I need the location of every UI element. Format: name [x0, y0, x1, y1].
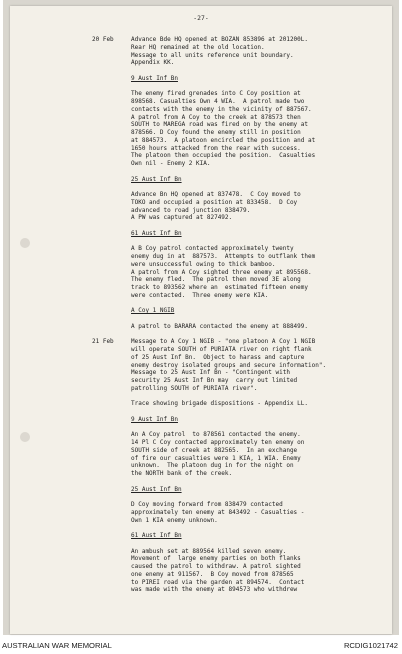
unit-heading: 61 Aust Inf Bn — [131, 229, 182, 237]
text-line: was made with the enemy at 894573 who withdrew — [131, 586, 298, 594]
text-line: Message to 25 Aust Inf Bn - "Contingent with — [131, 369, 290, 377]
unit-heading: 9 Aust Inf Bn — [131, 74, 178, 82]
text-line: one enemy at 911567. B Coy moved from 878565 — [131, 570, 294, 578]
text-line: the NORTH bank of the creek. — [131, 470, 233, 477]
page-number: -27- — [193, 14, 209, 22]
footer-record-id: RCDIG1021742 — [343, 641, 398, 650]
text-line: A patrol from A Coy to the creek at 878573 then — [131, 113, 301, 121]
text-line: Advance Bn HQ opened at 837478. C Coy moved to — [131, 191, 301, 198]
entry-date: 20 Feb — [92, 36, 114, 43]
unit-heading: A Coy 1 NGIB — [131, 307, 175, 315]
text-line: Message to all units reference unit boundary. — [131, 51, 294, 59]
text-line: caused the patrol to withdraw. A patrol sighted — [131, 563, 301, 570]
punch-hole-mark — [20, 432, 30, 442]
text-line: to PIREI road via the garden at 894574. Contact — [131, 578, 305, 586]
text-line: A patrol to BARARA contacted the enemy at 888499. — [131, 322, 309, 330]
text-line: unknown. The platoon dug in for the night on — [131, 462, 294, 470]
text-line: approximately ten enemy at 843492 - Casualties - — [131, 508, 305, 516]
text-line: will operate SOUTH of PURIATA river on right flank — [131, 346, 312, 353]
text-line: security 25 Aust Inf Bn may carry out limited — [131, 377, 298, 384]
unit-heading: 25 Aust Inf Bn — [131, 175, 182, 183]
entry-date: 21 Feb — [92, 338, 114, 346]
text-line: Own nil - Enemy 2 KIA. — [131, 160, 211, 167]
text-line: Movement of large enemy parties on both flanks — [131, 555, 301, 563]
text-line: Appendix KK. — [131, 59, 175, 67]
text-line: Rear HQ remained at the old location. — [131, 43, 265, 51]
text-line: enemy destroy isolated groups and secure information". — [131, 361, 327, 369]
text-line: were unsuccessful owing to thick bamboo. — [131, 260, 276, 268]
text-line: SOUTH side of creek at 882565. In an exchange — [131, 446, 298, 454]
text-line: enemy dug in at 887573. Attempts to outflank them — [131, 253, 316, 260]
text-line: Trace showing brigade dispositions - Appendix LL. — [131, 400, 309, 408]
footer — [0, 640, 402, 654]
text-line: The platoon then occupied the position. Casualties — [131, 152, 316, 160]
text-line: of fire our casualties were 1 KIA, 1 WIA. Enemy — [131, 454, 301, 462]
unit-heading: 61 Aust Inf Bn — [131, 532, 182, 539]
text-line: Message to A Coy 1 NGIB - "one platoon A Coy 1 NGIB — [131, 338, 316, 346]
text-line: track to 893562 where an estimated fifteen enemy — [131, 284, 309, 291]
text-line: 898568. Casualties Own 4 WIA. A patrol made two — [131, 98, 305, 105]
unit-heading: 25 Aust Inf Bn — [131, 485, 182, 493]
text-line: 14 Pl C Coy contacted approximately ten enemy on — [131, 439, 305, 446]
text-line: advanced to road junction 838479. — [131, 206, 251, 214]
text-line: Own 1 KIA enemy unknown. — [131, 516, 218, 524]
text-line: contacts with the enemy in the vicinity of 887567. — [131, 105, 312, 113]
footer-archive-name: AUSTRALIAN WAR MEMORIAL — [2, 641, 112, 650]
text-line: A patrol from A Coy sighted three enemy at 895568. — [131, 268, 312, 276]
text-line: TOKO and occupied a position at 833458. D Coy — [131, 198, 298, 206]
text-line: were contacted. Three enemy were KIA. — [131, 291, 269, 299]
text-line: SOUTH to MAREGA road was fired on by the enemy at — [131, 121, 309, 129]
text-line: A B Coy patrol contacted approximately twenty — [131, 245, 294, 253]
text-line: Advance Bde HQ opened at BOZAN 853896 at 201200L. — [131, 36, 309, 43]
text-line: The enemy fired grenades into C Coy position at — [131, 90, 301, 98]
unit-heading: 9 Aust Inf Bn — [131, 415, 178, 423]
text-line: patrolling SOUTH of PURIATA river". — [131, 384, 258, 392]
text-line: The enemy fled. The patrol then moved 3E along — [131, 276, 301, 284]
text-line: at 884573. A platoon encircled the position and at — [131, 136, 316, 144]
text-line: An ambush set at 889564 killed seven enemy. — [131, 547, 287, 555]
text-line: 878566. D Coy found the enemy still in position — [131, 129, 301, 136]
text-line: of 25 Aust Inf Bn. Object to harass and capture — [131, 353, 305, 361]
text-line: 1650 hours attacked from the rear with success. — [131, 144, 301, 152]
punch-hole-mark — [20, 238, 30, 248]
text-line: An A Coy patrol to 878561 contacted the enemy. — [131, 431, 301, 439]
text-line: D Coy moving forward from 838479 contacted — [131, 501, 283, 508]
text-line: A PW was captured at 827492. — [131, 214, 233, 222]
